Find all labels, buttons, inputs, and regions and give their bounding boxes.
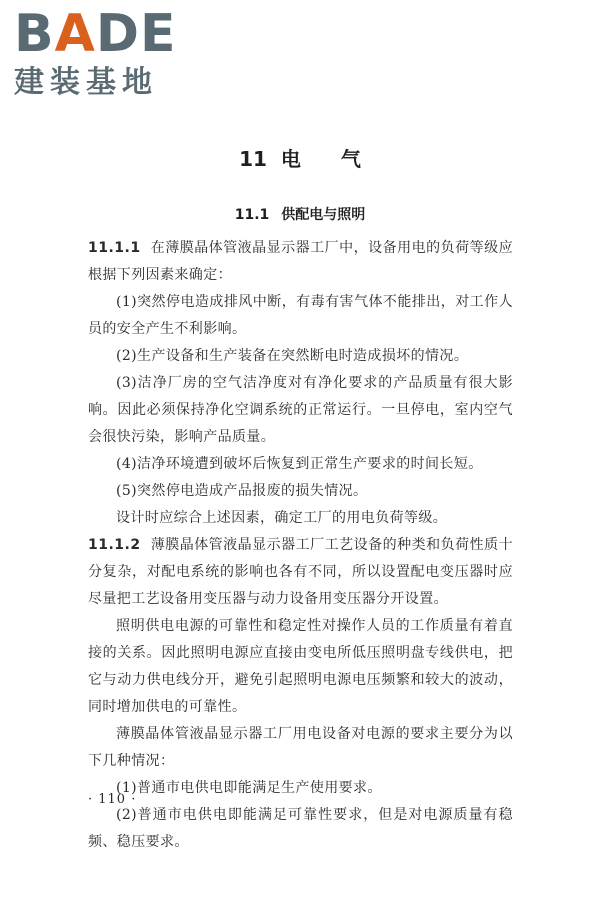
page-number: · 110 · bbox=[88, 792, 137, 807]
chapter-number: 11 bbox=[239, 147, 267, 171]
chapter-title-part1: 电 bbox=[280, 147, 301, 171]
paragraph: (1)普通市电供电即能满足生产使用要求。 bbox=[116, 780, 382, 796]
section-number: 11.1 bbox=[234, 207, 270, 223]
logo-letters-de: DE bbox=[95, 4, 177, 64]
paragraph: (4)洁净环境遭到破坏后恢复到正常生产要求的时间长短。 bbox=[116, 456, 483, 472]
chapter-title-part2: 气 bbox=[340, 147, 361, 171]
paragraph: 照明供电电源的可靠性和稳定性对操作人员的工作质量有着直接的关系。因此照明电源应直接由变电所低压照明盘专线供电，把它与动力供电线分开，避免引起照明电源电压频繁和较大的波动，同时增加供电的可靠性。 bbox=[88, 618, 513, 715]
clause-11-1-1 bbox=[88, 235, 513, 289]
logo-subtitle: 建装基地 bbox=[14, 65, 158, 100]
paragraph: 设计时应综合上述因素，确定工厂的用电负荷等级。 bbox=[116, 510, 448, 526]
paragraph: (3)洁净厂房的空气洁净度对有净化要求的产品质量有很大影响。因此必须保持净化空调系统的正常运行。一旦停电，室内空气会很快污染，影响产品质量。 bbox=[88, 375, 513, 445]
clause-11-1-2 bbox=[88, 532, 513, 613]
logo-letter-b: B bbox=[14, 4, 55, 64]
clause-number: 11.1.2 bbox=[88, 537, 141, 553]
bade-logo bbox=[14, 6, 184, 100]
clause-text: 薄膜晶体管液晶显示器工厂工艺设备的种类和负荷性质十分复杂，对配电系统的影响也各有不同，所以设置配电变压器时应尽量把工艺设备用变压器与动力设备用变压器分开设置。 bbox=[88, 537, 513, 607]
paragraph: (1)突然停电造成排风中断，有毒有害气体不能排出，对工作人员的安全产生不利影响。 bbox=[88, 294, 513, 337]
paragraph: (2)生产设备和生产装备在突然断电时造成损坏的情况。 bbox=[116, 348, 469, 364]
paragraph: 薄膜晶体管液晶显示器工厂用电设备对电源的要求主要分为以下几种情况： bbox=[88, 726, 513, 769]
chapter-title bbox=[0, 143, 600, 172]
paragraph: (2)普通市电供电即能满足可靠性要求，但是对电源质量有稳频、稳压要求。 bbox=[88, 807, 513, 850]
body-text bbox=[88, 235, 513, 856]
clause-text: 在薄膜晶体管液晶显示器工厂中，设备用电的负荷等级应根据下列因素来确定： bbox=[88, 240, 513, 283]
clause-number: 11.1.1 bbox=[88, 240, 141, 256]
logo-wordmark bbox=[14, 6, 184, 62]
section-heading: 供配电与照明 bbox=[281, 207, 366, 223]
logo-letter-a-accent: A bbox=[54, 4, 96, 64]
paragraph: (5)突然停电造成产品报废的损失情况。 bbox=[116, 483, 368, 499]
section-title bbox=[0, 204, 600, 224]
